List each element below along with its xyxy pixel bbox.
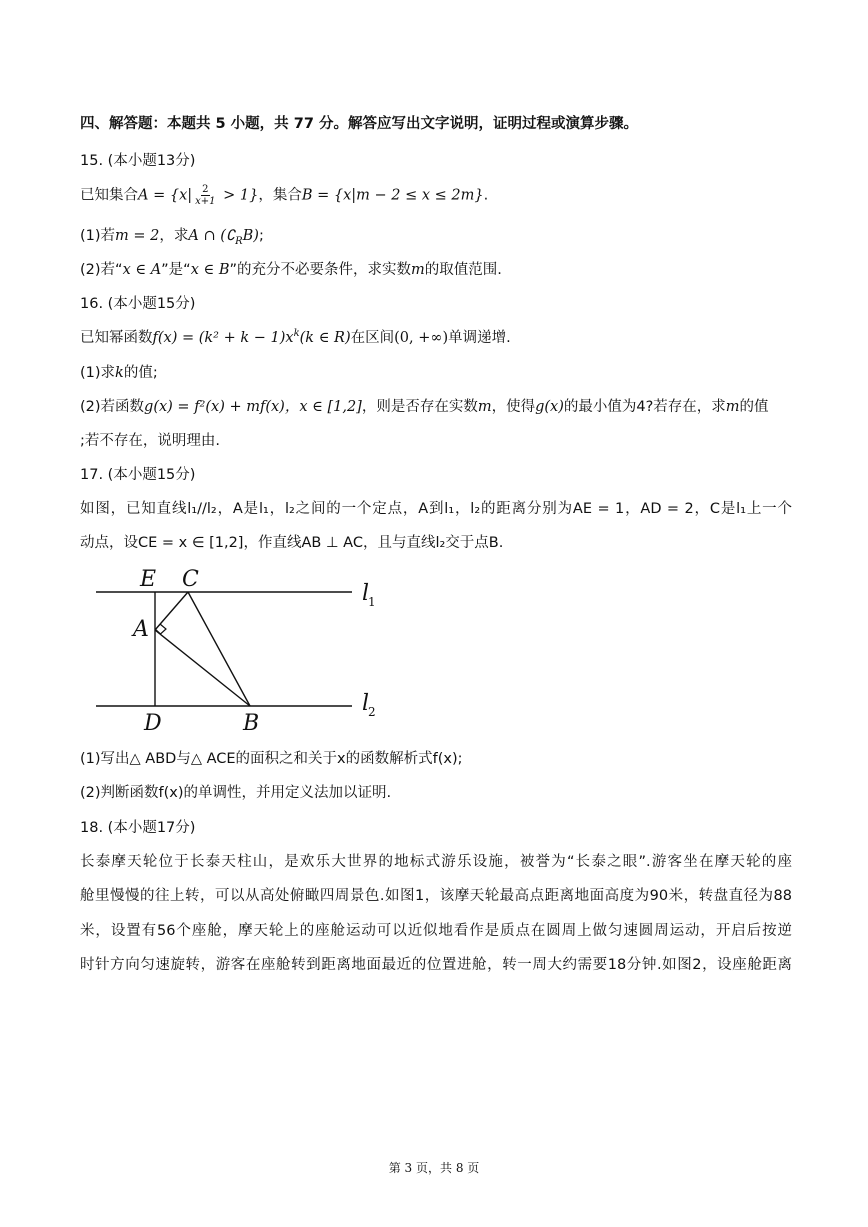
label-b: B	[243, 711, 260, 736]
q16-stem	[80, 328, 511, 348]
q17-title: 17. (本小题15分)	[80, 467, 196, 483]
q15-p1-end: ;	[258, 228, 264, 244]
fraction-denominator: x+1	[195, 196, 216, 207]
q17-stem-line1: 如图，已知直线l₁//l₂，A是l₁，l₂之间的一个定点，A到l₁，l₂的距离分别为AE = 1，AD = 2，C是l₁上一个	[80, 501, 792, 517]
label-e: E	[140, 567, 157, 592]
label-l1-sub: 1	[368, 595, 376, 609]
q17-part1: (1)写出△ ABD与△ ACE的面积之和关于x的函数解析式f(x);	[80, 751, 463, 767]
q15-p2-prefix: (2)若“	[80, 262, 123, 278]
label-a: A	[133, 617, 149, 642]
set-a-lhs: A = {x|	[138, 187, 193, 204]
q18-line3: 米，设置有56个座舱，摩天轮上的座舱运动可以近似地看作是质点在圆周上做匀速圆周运动，开启后按逆	[80, 923, 792, 939]
q15-stem-end: .	[483, 187, 489, 204]
q17-stem-line2: 动点，设CE = x ∈ [1,2]，作直线AB ⊥ AC，且与直线l₂交于点B.	[80, 535, 504, 551]
q16-p2-end: 的值	[739, 399, 769, 415]
q15-stem-prefix: 已知集合	[80, 187, 138, 204]
q15-p1-mid: ，求	[159, 228, 189, 244]
q16-part2-cont: ;若不存在，说明理由.	[80, 433, 220, 449]
q16-exp: k	[293, 328, 300, 340]
q15-p2-m: m	[411, 262, 425, 278]
label-l2-sub: 2	[368, 705, 376, 719]
q15-stem	[80, 184, 488, 207]
page-footer: 第 3 页，共 8 页	[388, 1161, 480, 1175]
q15-title: 15. (本小题13分)	[80, 153, 196, 169]
q16-p2-gx: g(x)	[535, 399, 564, 415]
q15-p1-sub: R	[235, 235, 243, 247]
segment-cb	[188, 592, 250, 706]
label-l2: l	[362, 691, 370, 716]
q18-line4: 时针方向匀速旋转，游客在座舱转到距离地面最近的位置进舱，转一周大约需要18分钟.如图2，设座舱距离	[80, 957, 792, 973]
q15-p2-mid2: ”的充分不必要条件，求实数	[229, 262, 412, 278]
q17-figure	[80, 562, 400, 746]
q15-p1-cond: m = 2	[115, 228, 160, 244]
set-a-rhs: > 1}	[218, 187, 259, 204]
q16-interval: (0, +∞)	[394, 330, 449, 346]
q15-stem-mid: ，集合	[258, 187, 302, 204]
q16-stem-prefix: 已知幂函数	[80, 330, 153, 346]
fraction-numerator: 2	[202, 184, 209, 195]
q16-p2-prefix: (2)若函数	[80, 399, 145, 415]
q16-p2-mid3: 的最小值为4?若存在，求	[563, 399, 726, 415]
q16-stem-mid: 在区间	[350, 330, 395, 346]
fraction	[194, 184, 216, 207]
q16-p2-m2: m	[725, 399, 740, 415]
q16-p2-g: g(x) = f²(x) + mf(x)，x ∈ [1,2]	[144, 399, 362, 415]
geometry-diagram	[80, 562, 400, 742]
set-b: B = {x|m − 2 ≤ x ≤ 2m}	[301, 187, 484, 204]
q18-line2: 舱里慢慢的往上转，可以从高处俯瞰四周景色.如图1，该摩天轮最高点距离地面高度为90米，转盘直径为88	[80, 888, 792, 904]
q15-part1	[80, 226, 264, 246]
q15-p2-a: x ∈ A	[122, 262, 162, 278]
q15-part2	[80, 260, 502, 280]
q15-p2-end: 的取值范围.	[424, 262, 502, 278]
q16-p1-k: k	[115, 365, 124, 381]
label-l1: l	[362, 581, 370, 606]
q15-p2-mid: ”是“	[161, 262, 191, 278]
label-c: C	[182, 567, 199, 592]
q16-p2-mid2: ，使得	[491, 399, 536, 415]
q16-cond: (k ∈ R)	[299, 330, 351, 346]
q16-stem-end: 单调递增.	[448, 330, 511, 346]
q18-title: 18. (本小题17分)	[80, 820, 196, 836]
q15-p1-expr2: B)	[242, 228, 259, 244]
label-d: D	[144, 711, 162, 736]
q16-p1-prefix: (1)求	[80, 365, 116, 381]
q18-line1: 长泰摩天轮位于长泰天柱山，是欢乐大世界的地标式游乐设施，被誉为“长泰之眼”.游客坐在摩天轮的座	[80, 854, 792, 870]
q16-p2-mid: ，则是否存在实数	[361, 399, 478, 415]
q15-p1-expr: A ∩ (∁	[188, 228, 236, 244]
q16-p2-m: m	[477, 399, 492, 415]
q15-p1-prefix: (1)若	[80, 228, 116, 244]
section-header: 四、解答题：本题共 5 小题，共 77 分。解答应写出文字说明，证明过程或演算步骤。	[80, 116, 638, 132]
q17-part2: (2)判断函数f(x)的单调性，并用定义法加以证明.	[80, 785, 392, 801]
q16-part1	[80, 363, 158, 383]
q16-part2	[80, 397, 769, 417]
q16-func: f(x) = (k² + k − 1)x	[152, 330, 294, 346]
segment-ab	[155, 630, 250, 706]
q16-p1-end: 的值;	[123, 365, 158, 381]
q15-p2-b: x ∈ B	[190, 262, 230, 278]
q16-title: 16. (本小题15分)	[80, 296, 196, 312]
